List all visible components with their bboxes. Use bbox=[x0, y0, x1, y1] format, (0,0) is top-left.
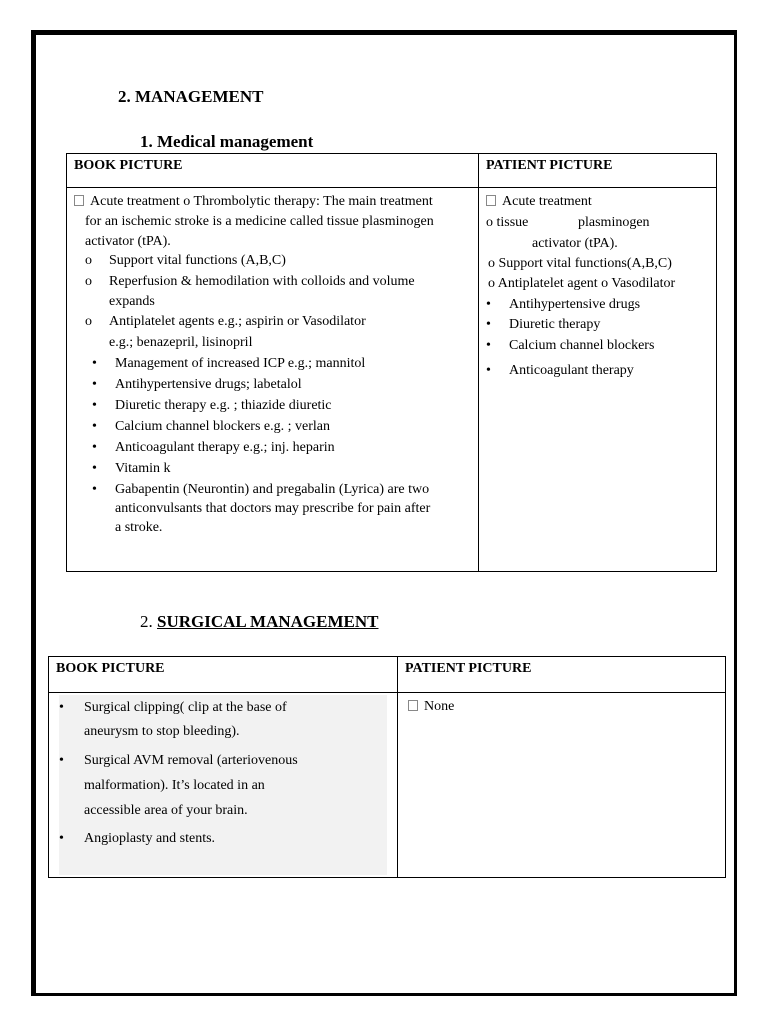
bullet-marker: • bbox=[59, 831, 64, 846]
section-heading: 2. MANAGEMENT bbox=[118, 87, 264, 106]
list-item: Surgical clipping( clip at the base of bbox=[84, 700, 287, 715]
bullet-marker: • bbox=[92, 398, 97, 413]
list-item: Management of increased ICP e.g.; mannitol bbox=[115, 356, 366, 371]
medical-management-table bbox=[66, 153, 717, 572]
bullet-marker: • bbox=[92, 461, 97, 476]
list-item: activator (tPA). bbox=[85, 234, 171, 249]
list-item: o Support vital functions(A,B,C) bbox=[488, 256, 672, 271]
list-item: anticonvulsants that doctors may prescribe for pain after bbox=[115, 501, 431, 516]
bullet-marker: • bbox=[486, 297, 491, 312]
bullet-marker: • bbox=[486, 338, 491, 353]
surgical-patient-header: PATIENT PICTURE bbox=[398, 657, 726, 693]
o-marker: o bbox=[85, 274, 92, 289]
list-item: malformation). It’s located in an bbox=[84, 778, 265, 793]
list-item: Anticoagulant therapy bbox=[509, 363, 634, 378]
list-item: accessible area of your brain. bbox=[84, 803, 248, 818]
list-item: Acute treatment bbox=[486, 192, 592, 212]
list-item: e.g.; benazepril, lisinopril bbox=[109, 335, 253, 350]
bullet-marker: • bbox=[59, 753, 64, 768]
list-item: Calcium channel blockers e.g. ; verlan bbox=[115, 419, 330, 434]
list-item: a stroke. bbox=[115, 520, 163, 535]
medical-book-header: BOOK PICTURE bbox=[67, 154, 479, 188]
list-item: Surgical AVM removal (arteriovenous bbox=[84, 753, 298, 768]
surgical-management-table bbox=[48, 656, 726, 878]
surgical-title: SURGICAL MANAGEMENT bbox=[157, 612, 379, 631]
list-item: plasminogen bbox=[578, 215, 650, 230]
list-item: Acute treatment o Thrombolytic therapy: The main treatment bbox=[74, 192, 433, 212]
bullet-marker: • bbox=[92, 356, 97, 371]
surgical-patient-cell bbox=[398, 693, 726, 878]
list-item: Reperfusion & hemodilation with colloids and volume bbox=[109, 274, 415, 289]
bullet-marker: • bbox=[92, 482, 97, 497]
checkbox-icon bbox=[408, 700, 418, 711]
list-item: Antiplatelet agents e.g.; aspirin or Vasodilator bbox=[109, 314, 366, 329]
list-item: Gabapentin (Neurontin) and pregabalin (Lyrica) are two bbox=[115, 482, 430, 497]
bullet-marker: • bbox=[92, 419, 97, 434]
o-marker: o bbox=[85, 314, 92, 329]
bullet-marker: • bbox=[486, 363, 491, 378]
surgical-book-cell bbox=[49, 693, 398, 878]
list-item: for an ischemic stroke is a medicine called tissue plasminogen bbox=[85, 214, 434, 229]
bullet-marker: • bbox=[59, 700, 64, 715]
list-item: Support vital functions (A,B,C) bbox=[109, 253, 286, 268]
surgical-management-heading bbox=[140, 612, 379, 632]
list-item: None bbox=[408, 697, 454, 717]
list-item: expands bbox=[109, 294, 155, 309]
medical-book-cell bbox=[67, 188, 479, 572]
surgical-book-header: BOOK PICTURE bbox=[49, 657, 398, 693]
list-item: Diuretic therapy e.g. ; thiazide diuretic bbox=[115, 398, 332, 413]
list-item: o Antiplatelet agent o Vasodilator bbox=[488, 276, 676, 291]
list-item: Antihypertensive drugs bbox=[509, 297, 641, 312]
list-item: activator (tPA). bbox=[532, 236, 618, 251]
medical-management-heading: 1. Medical management bbox=[140, 132, 314, 151]
list-item: aneurysm to stop bleeding). bbox=[84, 724, 240, 739]
list-item: Anticoagulant therapy e.g.; inj. heparin bbox=[115, 440, 335, 455]
surgical-number: 2. bbox=[140, 612, 153, 631]
bullet-marker: • bbox=[92, 377, 97, 392]
bullet-marker: • bbox=[486, 317, 491, 332]
list-item: Diuretic therapy bbox=[509, 317, 601, 332]
bullet-marker: • bbox=[92, 440, 97, 455]
medical-patient-cell bbox=[479, 188, 717, 572]
o-marker: o bbox=[85, 253, 92, 268]
list-item: Vitamin k bbox=[115, 461, 171, 476]
checkbox-icon bbox=[74, 195, 84, 206]
list-item: Calcium channel blockers bbox=[509, 338, 655, 353]
list-item: o tissue bbox=[486, 215, 529, 230]
list-item: Antihypertensive drugs; labetalol bbox=[115, 377, 302, 392]
medical-patient-header: PATIENT PICTURE bbox=[479, 154, 717, 188]
checkbox-icon bbox=[486, 195, 496, 206]
list-item: Angioplasty and stents. bbox=[84, 831, 216, 846]
